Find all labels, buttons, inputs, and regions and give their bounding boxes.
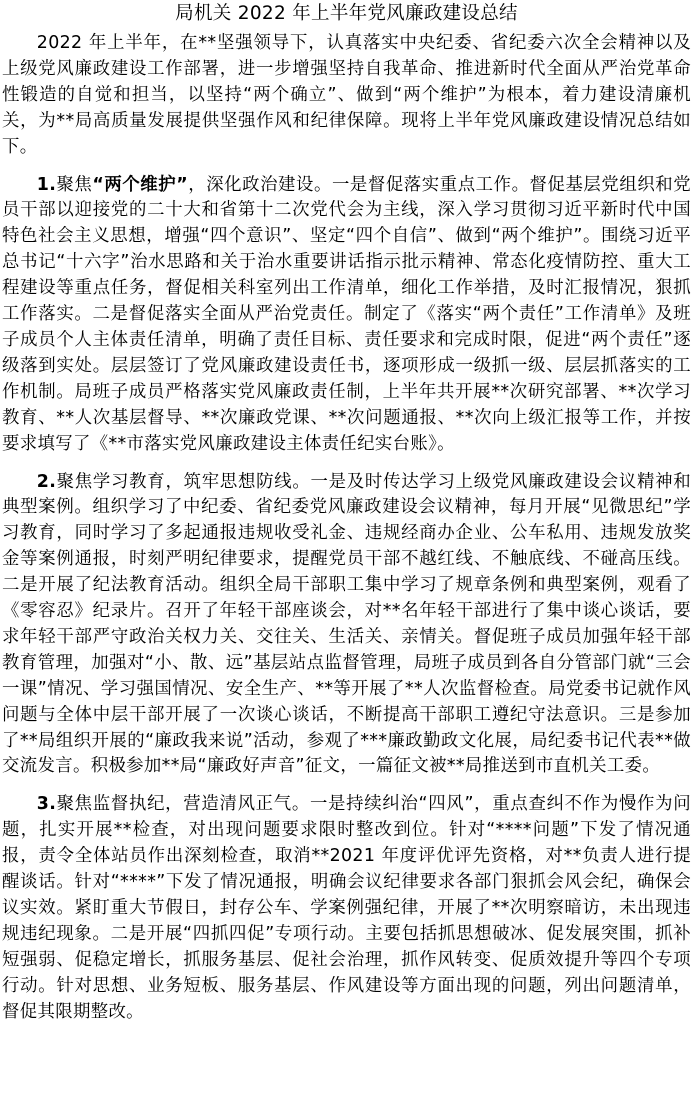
section-1-lead: 聚焦 [56, 174, 93, 195]
document-title: 局机关 2022 年上半年党风廉政建设总结 [175, 3, 518, 24]
section-3-number: 3. [36, 794, 57, 815]
section-1-paragraph [2, 173, 691, 458]
section-2-number: 2. [36, 471, 57, 492]
section-1-lead-emphasis: “两个维护” [92, 174, 189, 195]
section-3-body: ，营造清风正气。一是持续纠治“四风”，重点查纠不作为慢作为问题，扎实开展**检查，对出现问题要求限时整改到位。针对“****问题”下发了情况通报，责令全体站员作出深刻检查，取消**2021 年度评优评先资格，对**负责人进行提醒谈话。针对“****”下发了情况通报，明确会议纪律要求各部门狠抓会风会纪，确保会议实效。紧盯重大节假日，封存公车、学案例强纪律，开展了**次明察暗访，未出现违规违纪现象。二是开展“四抓四促”专项行动。主要包括抓思想破冰、促发展突围，抓补短强弱、促稳定增长，抓服务基层、促社会治理，抓作风转变、促质效提升等四个专项行动。针对思想、业务短板、服务基层、作风建设等方面出现的问题，列出问题清单，督促其限期整改。 [2, 794, 691, 1022]
section-3-lead: 聚焦监督执纪 [56, 794, 166, 815]
section-2-paragraph [2, 470, 691, 781]
intro-paragraph: 2022 年上半年，在**坚强领导下，认真落实中央纪委、省纪委六次全会精神以及上级党风廉政建设工作部署，进一步增强坚持自我革命、推进新时代全面从严治党革命性锻造的自觉和担当，以坚持“两个确立”、做到“两个维护”为根本，着力建设清廉机关，为**局高质量发展提供坚强作风和纪律保障。现将上半年党风廉政建设情况总结如下。 [2, 33, 691, 157]
section-2-body: ，筑牢思想防线。一是及时传达学习上级党风廉政建设会议精神和典型案例。组织学习了中纪委、省纪委党风廉政建设会议精神，每月开展“见微思纪”学习教育，同时学习了多起通报违规收受礼金、违规经商办企业、公车私用、违规发放奖金等案例通报，时刻严明纪律要求，提醒党员干部不越红线、不触底线、不碰高压线。二是开展了纪法教育活动。组织全局干部职工集中学习了规章条例和典型案例，观看了《零容忍》纪录片。召开了年轻干部座谈会，对**名年轻干部进行了集中谈心谈话，要求年轻干部严守政治关权力关、交往关、生活关、亲情关。督促班子成员加强年轻干部教育管理，加强对“小、散、远”基层站点监督管理，局班子成员到各自分管部门就“三会一课”情况、学习强国情况、安全生产、**等开展了**人次监督检查。局党委书记就作风问题与全体中层干部开展了一次谈心谈话，不断提高干部职工遵纪守法意识。三是参加了**局组织开展的“廉政我来说”活动，参观了***廉政勤政文化展，局纪委书记代表**做交流发言。积极参加**局“廉政好声音”征文，一篇征文被**局推送到市直机关工委。 [2, 471, 691, 777]
section-1-body: ，深化政治建设。一是督促落实重点工作。督促基层党组织和党员干部以迎接党的二十大和省第十二次党代会为主线，深入学习贯彻习近平新时代中国特色社会主义思想，增强“四个意识”、坚定“四个自信”、做到“两个维护”。围绕习近平总书记“十六字”治水思路和关于治水重要讲话指示批示精神、常态化疫情防控、重大工程建设等重点任务，督促相关科室列出工作清单，细化工作举措，及时汇报情况，狠抓工作落实。二是督促落实全面从严治党责任。制定了《落实“两个责任”工作清单》及班子成员个人主体责任清单，明确了责任目标、责任要求和完成时限，促进“两个责任”逐级落到实处。层层签订了党风廉政建设责任书，逐项形成一级抓一级、层层抓落实的工作机制。局班子成员严格落实党风廉政责任制，上半年共开展**次研究部署、**次学习教育、**人次基层督导、**次廉政党课、**次问题通报、**次向上级汇报等工作，并按要求填写了《**市落实党风廉政建设主体责任纪实台账》。 [2, 174, 691, 454]
section-3-paragraph [2, 792, 691, 1025]
section-2-lead: 聚焦学习教育 [56, 471, 166, 492]
section-1-number: 1. [36, 174, 57, 195]
